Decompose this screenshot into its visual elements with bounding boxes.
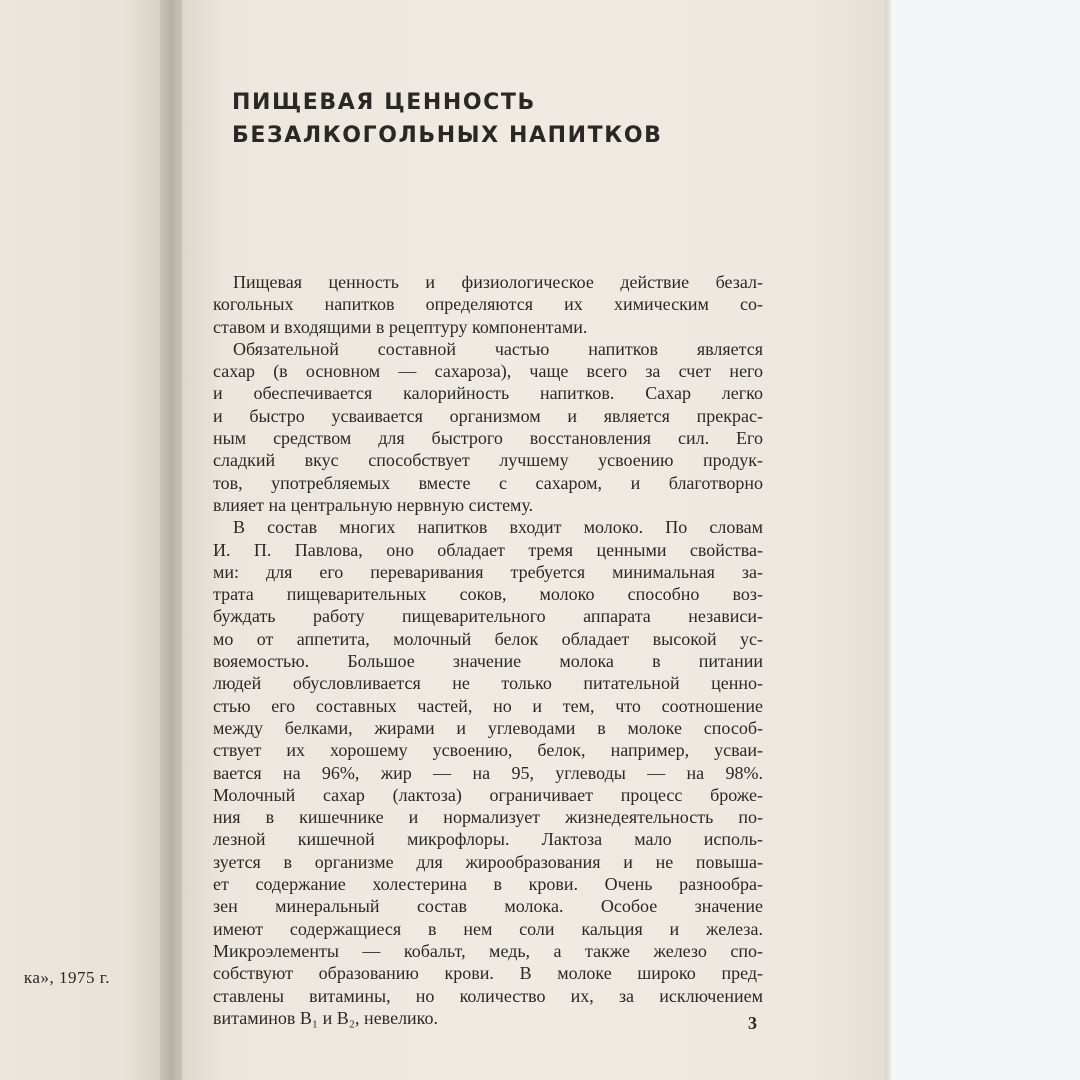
- text-line: мо от аппетита, молочный белок обладает высокой ус-: [213, 628, 763, 649]
- chapter-title: [232, 86, 663, 152]
- text-line: ставлены витамины, но количество их, за исключением: [213, 985, 763, 1006]
- text-line: сладкий вкус способствует лучшему усвоению продук-: [213, 450, 763, 471]
- text-line: между белками, жирами и углеводами в молоке способ-: [213, 717, 763, 738]
- text-line: Обязательной составной частью напитков является: [233, 338, 763, 359]
- text-line: влияет на центральную нервную систему.: [213, 494, 534, 515]
- left-page-imprint: ка», 1975 г.: [23, 968, 110, 987]
- left-page: [0, 0, 178, 1080]
- page-edge: [885, 0, 891, 1080]
- text-line: буждать работу пищеварительного аппарата независи-: [213, 606, 763, 627]
- text-line: ствует их хорошему усвоению, белок, например, усваи-: [213, 740, 763, 761]
- text-line: имеют содержащиеся в нем соли кальция и железа.: [213, 918, 763, 939]
- text-line: витаминов B₁ и B₂, невелико.: [213, 1007, 439, 1028]
- text-line: зуется в организме для жирообразования и не повыша-: [213, 851, 763, 872]
- body-text: [213, 271, 763, 1029]
- text-line: стью его составных частей, но и тем, что соотношение: [213, 695, 763, 716]
- text-line: зен минеральный состав молока. Особое значение: [213, 896, 763, 917]
- text-line: Микроэлементы — кобальт, медь, а также железо спо-: [213, 940, 763, 961]
- text-line: ет содержание холестерина в крови. Очень разнообра-: [213, 874, 763, 895]
- text-line: трата пищеварительных соков, молоко способно воз-: [213, 584, 763, 605]
- text-line: И. П. Павлова, оно обладает тремя ценными свойства-: [213, 539, 763, 560]
- text-line: ставом и входящими в рецептуру компонентами.: [213, 316, 588, 337]
- text-line: когольных напитков определяются их химическим со-: [213, 294, 763, 315]
- text-line: и быстро усваивается организмом и является прекрас-: [213, 405, 763, 426]
- text-line: ми: для его переваривания требуется минимальная за-: [213, 561, 763, 582]
- text-line: сахар (в основном — сахароза), чаще всего за счет него: [213, 361, 763, 382]
- text-line: вояемостью. Большое значение молока в питании: [213, 651, 763, 672]
- text-line: лезной кишечной микрофлоры. Лактоза мало исполь-: [213, 829, 763, 850]
- text-line: Пищевая ценность и физиологическое действие безал-: [233, 272, 763, 292]
- text-line: собствуют образованию крови. В молоке широко пред-: [213, 963, 763, 984]
- text-line: ния в кишечнике и нормализует жизнедеятельность по-: [213, 807, 763, 828]
- text-line: и обеспечивается калорийность напитков. Сахар легко: [213, 383, 763, 404]
- text-line: вается на 96%, жир — на 95, углеводы — на 98%.: [213, 762, 763, 783]
- chapter-title-line: БЕЗАЛКОГОЛЬНЫХ НАПИТКОВ: [232, 123, 663, 148]
- page-number: 3: [748, 1013, 757, 1033]
- text-line: людей обусловливается не только питательной ценно-: [213, 673, 763, 694]
- text-line: тов, употребляемых вместе с сахаром, и благотворно: [213, 472, 763, 493]
- chapter-title-line: ПИЩЕВАЯ ЦЕННОСТЬ: [232, 90, 536, 115]
- text-line: В состав многих напитков входит молоко. По словам: [233, 517, 763, 538]
- text-line: ным средством для быстрого восстановления сил. Его: [213, 428, 763, 449]
- text-line: Молочный сахар (лактоза) ограничивает процесс броже-: [213, 784, 763, 805]
